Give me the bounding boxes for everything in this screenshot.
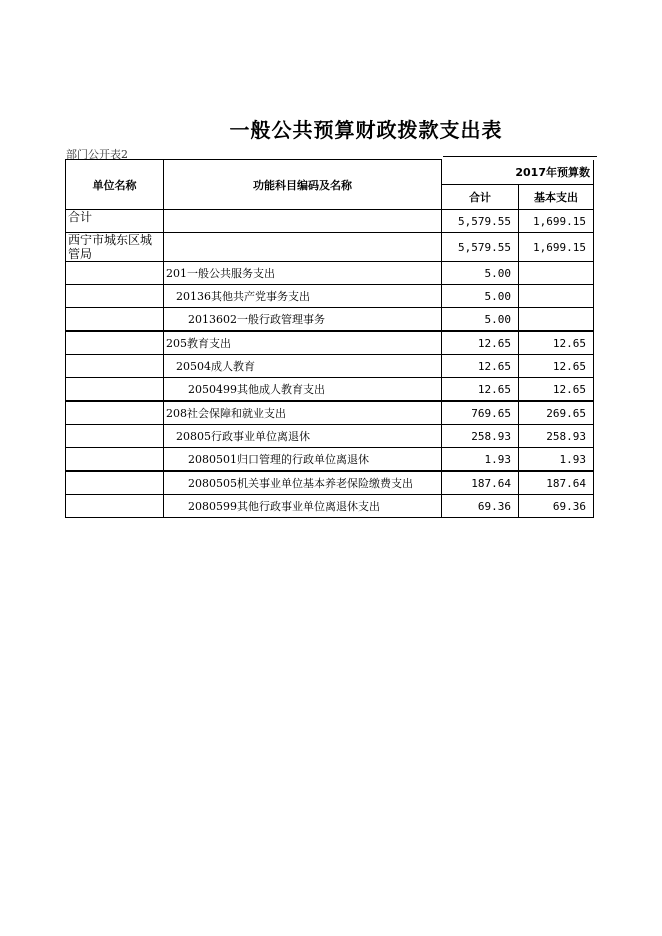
cell-func (164, 233, 442, 262)
cell-func (164, 210, 442, 233)
cell-basic (519, 285, 594, 308)
table-row (66, 308, 594, 332)
cell-unit: 西宁市城东区城管局 (66, 233, 164, 262)
cell-total: 5,579.55 (442, 233, 519, 262)
cell-basic: 1,699.15 (519, 233, 594, 262)
table-row (66, 448, 594, 472)
cell-unit (66, 308, 164, 332)
cell-total: 187.64 (442, 471, 519, 495)
cell-basic: 258.93 (519, 425, 594, 448)
cell-total: 5.00 (442, 285, 519, 308)
cell-unit (66, 285, 164, 308)
cell-func: 205教育支出 (164, 331, 442, 355)
table-row (66, 285, 594, 308)
cell-unit (66, 471, 164, 495)
cell-total: 5,579.55 (442, 210, 519, 233)
table-row (66, 401, 594, 425)
cell-basic: 12.65 (519, 355, 594, 378)
table-row (66, 233, 594, 262)
cell-basic: 269.65 (519, 401, 594, 425)
cell-func: 2013602一般行政管理事务 (164, 308, 442, 332)
cell-total: 5.00 (442, 308, 519, 332)
cell-unit (66, 448, 164, 472)
header-rule (443, 156, 597, 157)
header-budget-group: 2017年预算数 (442, 160, 594, 185)
cell-func: 2080599其他行政事业单位离退休支出 (164, 495, 442, 518)
header-basic: 基本支出 (519, 185, 594, 210)
cell-total: 5.00 (442, 262, 519, 285)
cell-total: 1.93 (442, 448, 519, 472)
cell-basic: 187.64 (519, 471, 594, 495)
cell-unit (66, 378, 164, 402)
header-func: 功能科目编码及名称 (164, 160, 442, 210)
cell-func: 208社会保障和就业支出 (164, 401, 442, 425)
table-row (66, 425, 594, 448)
cell-func: 2050499其他成人教育支出 (164, 378, 442, 402)
cell-unit (66, 355, 164, 378)
cell-total: 769.65 (442, 401, 519, 425)
cell-basic: 12.65 (519, 378, 594, 402)
cell-unit (66, 495, 164, 518)
cell-total: 12.65 (442, 331, 519, 355)
cell-total: 69.36 (442, 495, 519, 518)
cell-func: 2080505机关事业单位基本养老保险缴费支出 (164, 471, 442, 495)
cell-total: 12.65 (442, 355, 519, 378)
cell-basic: 1.93 (519, 448, 594, 472)
cell-basic: 69.36 (519, 495, 594, 518)
table-row (66, 210, 594, 233)
cell-func: 2080501归口管理的行政单位离退休 (164, 448, 442, 472)
header-total: 合计 (442, 185, 519, 210)
cell-basic (519, 308, 594, 332)
table-body (66, 210, 594, 518)
cell-func: 20504成人教育 (164, 355, 442, 378)
table-row (66, 331, 594, 355)
expenditure-table (65, 159, 594, 518)
table-subtitle: 部门公开表2 (66, 148, 128, 161)
page-title: 一般公共预算财政拨款支出表 (229, 118, 503, 142)
cell-basic: 1,699.15 (519, 210, 594, 233)
cell-func: 20805行政事业单位离退休 (164, 425, 442, 448)
cell-unit (66, 425, 164, 448)
cell-basic: 12.65 (519, 331, 594, 355)
table-row (66, 495, 594, 518)
table-row (66, 262, 594, 285)
table-row (66, 471, 594, 495)
cell-unit: 合计 (66, 210, 164, 233)
cell-basic (519, 262, 594, 285)
cell-func: 201一般公共服务支出 (164, 262, 442, 285)
table-row (66, 355, 594, 378)
cell-unit (66, 262, 164, 285)
table-row (66, 378, 594, 402)
cell-unit (66, 401, 164, 425)
header-unit: 单位名称 (66, 160, 164, 210)
cell-total: 12.65 (442, 378, 519, 402)
cell-func: 20136其他共产党事务支出 (164, 285, 442, 308)
cell-unit (66, 331, 164, 355)
cell-total: 258.93 (442, 425, 519, 448)
